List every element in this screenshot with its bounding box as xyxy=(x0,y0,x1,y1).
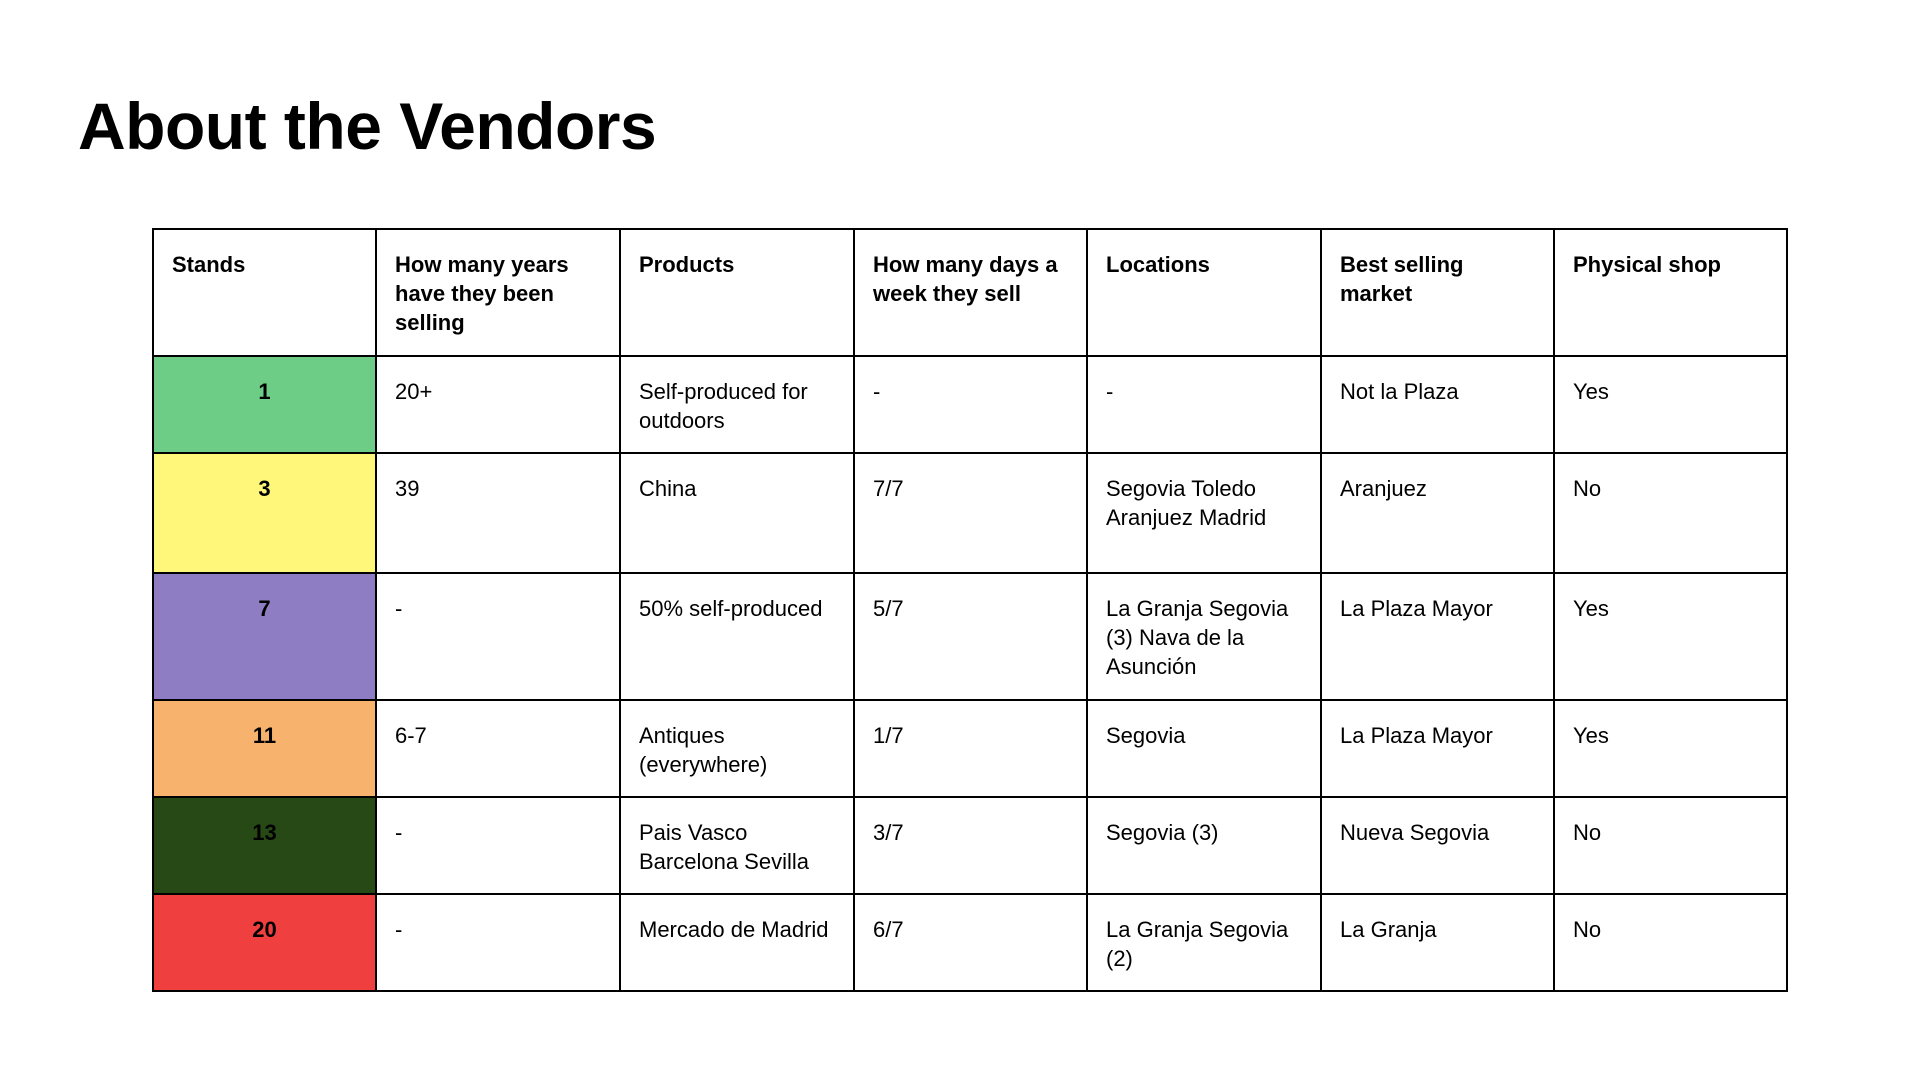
physical-shop-cell: No xyxy=(1554,453,1787,573)
best-market-cell: La Plaza Mayor xyxy=(1321,573,1554,700)
stand-number-cell: 7 xyxy=(153,573,376,700)
stand-number-cell: 3 xyxy=(153,453,376,573)
header-best-market: Best selling market xyxy=(1321,229,1554,356)
physical-shop-cell: Yes xyxy=(1554,700,1787,797)
products-cell: 50% self-produced xyxy=(620,573,854,700)
table-row xyxy=(153,453,1787,573)
days-cell: 3/7 xyxy=(854,797,1087,894)
stand-number-cell: 11 xyxy=(153,700,376,797)
table-row xyxy=(153,700,1787,797)
products-cell: Antiques (everywhere) xyxy=(620,700,854,797)
table-header-row xyxy=(153,229,1787,356)
stand-number-cell: 1 xyxy=(153,356,376,453)
locations-cell: La Granja Segovia (2) xyxy=(1087,894,1321,991)
years-cell: 39 xyxy=(376,453,620,573)
days-cell: - xyxy=(854,356,1087,453)
years-cell: 20+ xyxy=(376,356,620,453)
years-cell: - xyxy=(376,894,620,991)
header-stands: Stands xyxy=(153,229,376,356)
locations-cell: Segovia Toledo Aranjuez Madrid xyxy=(1087,453,1321,573)
locations-cell: La Granja Segovia (3) Nava de la Asunción xyxy=(1087,573,1321,700)
stand-number-cell: 13 xyxy=(153,797,376,894)
years-cell: - xyxy=(376,797,620,894)
best-market-cell: Aranjuez xyxy=(1321,453,1554,573)
physical-shop-cell: No xyxy=(1554,894,1787,991)
days-cell: 6/7 xyxy=(854,894,1087,991)
days-cell: 1/7 xyxy=(854,700,1087,797)
vendors-table xyxy=(152,228,1788,992)
header-locations: Locations xyxy=(1087,229,1321,356)
locations-cell: Segovia (3) xyxy=(1087,797,1321,894)
best-market-cell: Not la Plaza xyxy=(1321,356,1554,453)
table-row xyxy=(153,797,1787,894)
header-products: Products xyxy=(620,229,854,356)
physical-shop-cell: No xyxy=(1554,797,1787,894)
best-market-cell: Nueva Segovia xyxy=(1321,797,1554,894)
slide-title: About the Vendors xyxy=(78,89,657,163)
days-cell: 7/7 xyxy=(854,453,1087,573)
products-cell: Mercado de Madrid xyxy=(620,894,854,991)
header-physical-shop: Physical shop xyxy=(1554,229,1787,356)
table-row xyxy=(153,573,1787,700)
locations-cell: Segovia xyxy=(1087,700,1321,797)
locations-cell: - xyxy=(1087,356,1321,453)
best-market-cell: La Plaza Mayor xyxy=(1321,700,1554,797)
best-market-cell: La Granja xyxy=(1321,894,1554,991)
physical-shop-cell: Yes xyxy=(1554,356,1787,453)
products-cell: China xyxy=(620,453,854,573)
table-row xyxy=(153,356,1787,453)
days-cell: 5/7 xyxy=(854,573,1087,700)
years-cell: 6-7 xyxy=(376,700,620,797)
years-cell: - xyxy=(376,573,620,700)
header-days-per-week: How many days a week they sell xyxy=(854,229,1087,356)
physical-shop-cell: Yes xyxy=(1554,573,1787,700)
header-years-selling: How many years have they been selling xyxy=(376,229,620,356)
table-row xyxy=(153,894,1787,991)
stand-number-cell: 20 xyxy=(153,894,376,991)
products-cell: Pais Vasco Barcelona Sevilla xyxy=(620,797,854,894)
products-cell: Self-produced for outdoors xyxy=(620,356,854,453)
